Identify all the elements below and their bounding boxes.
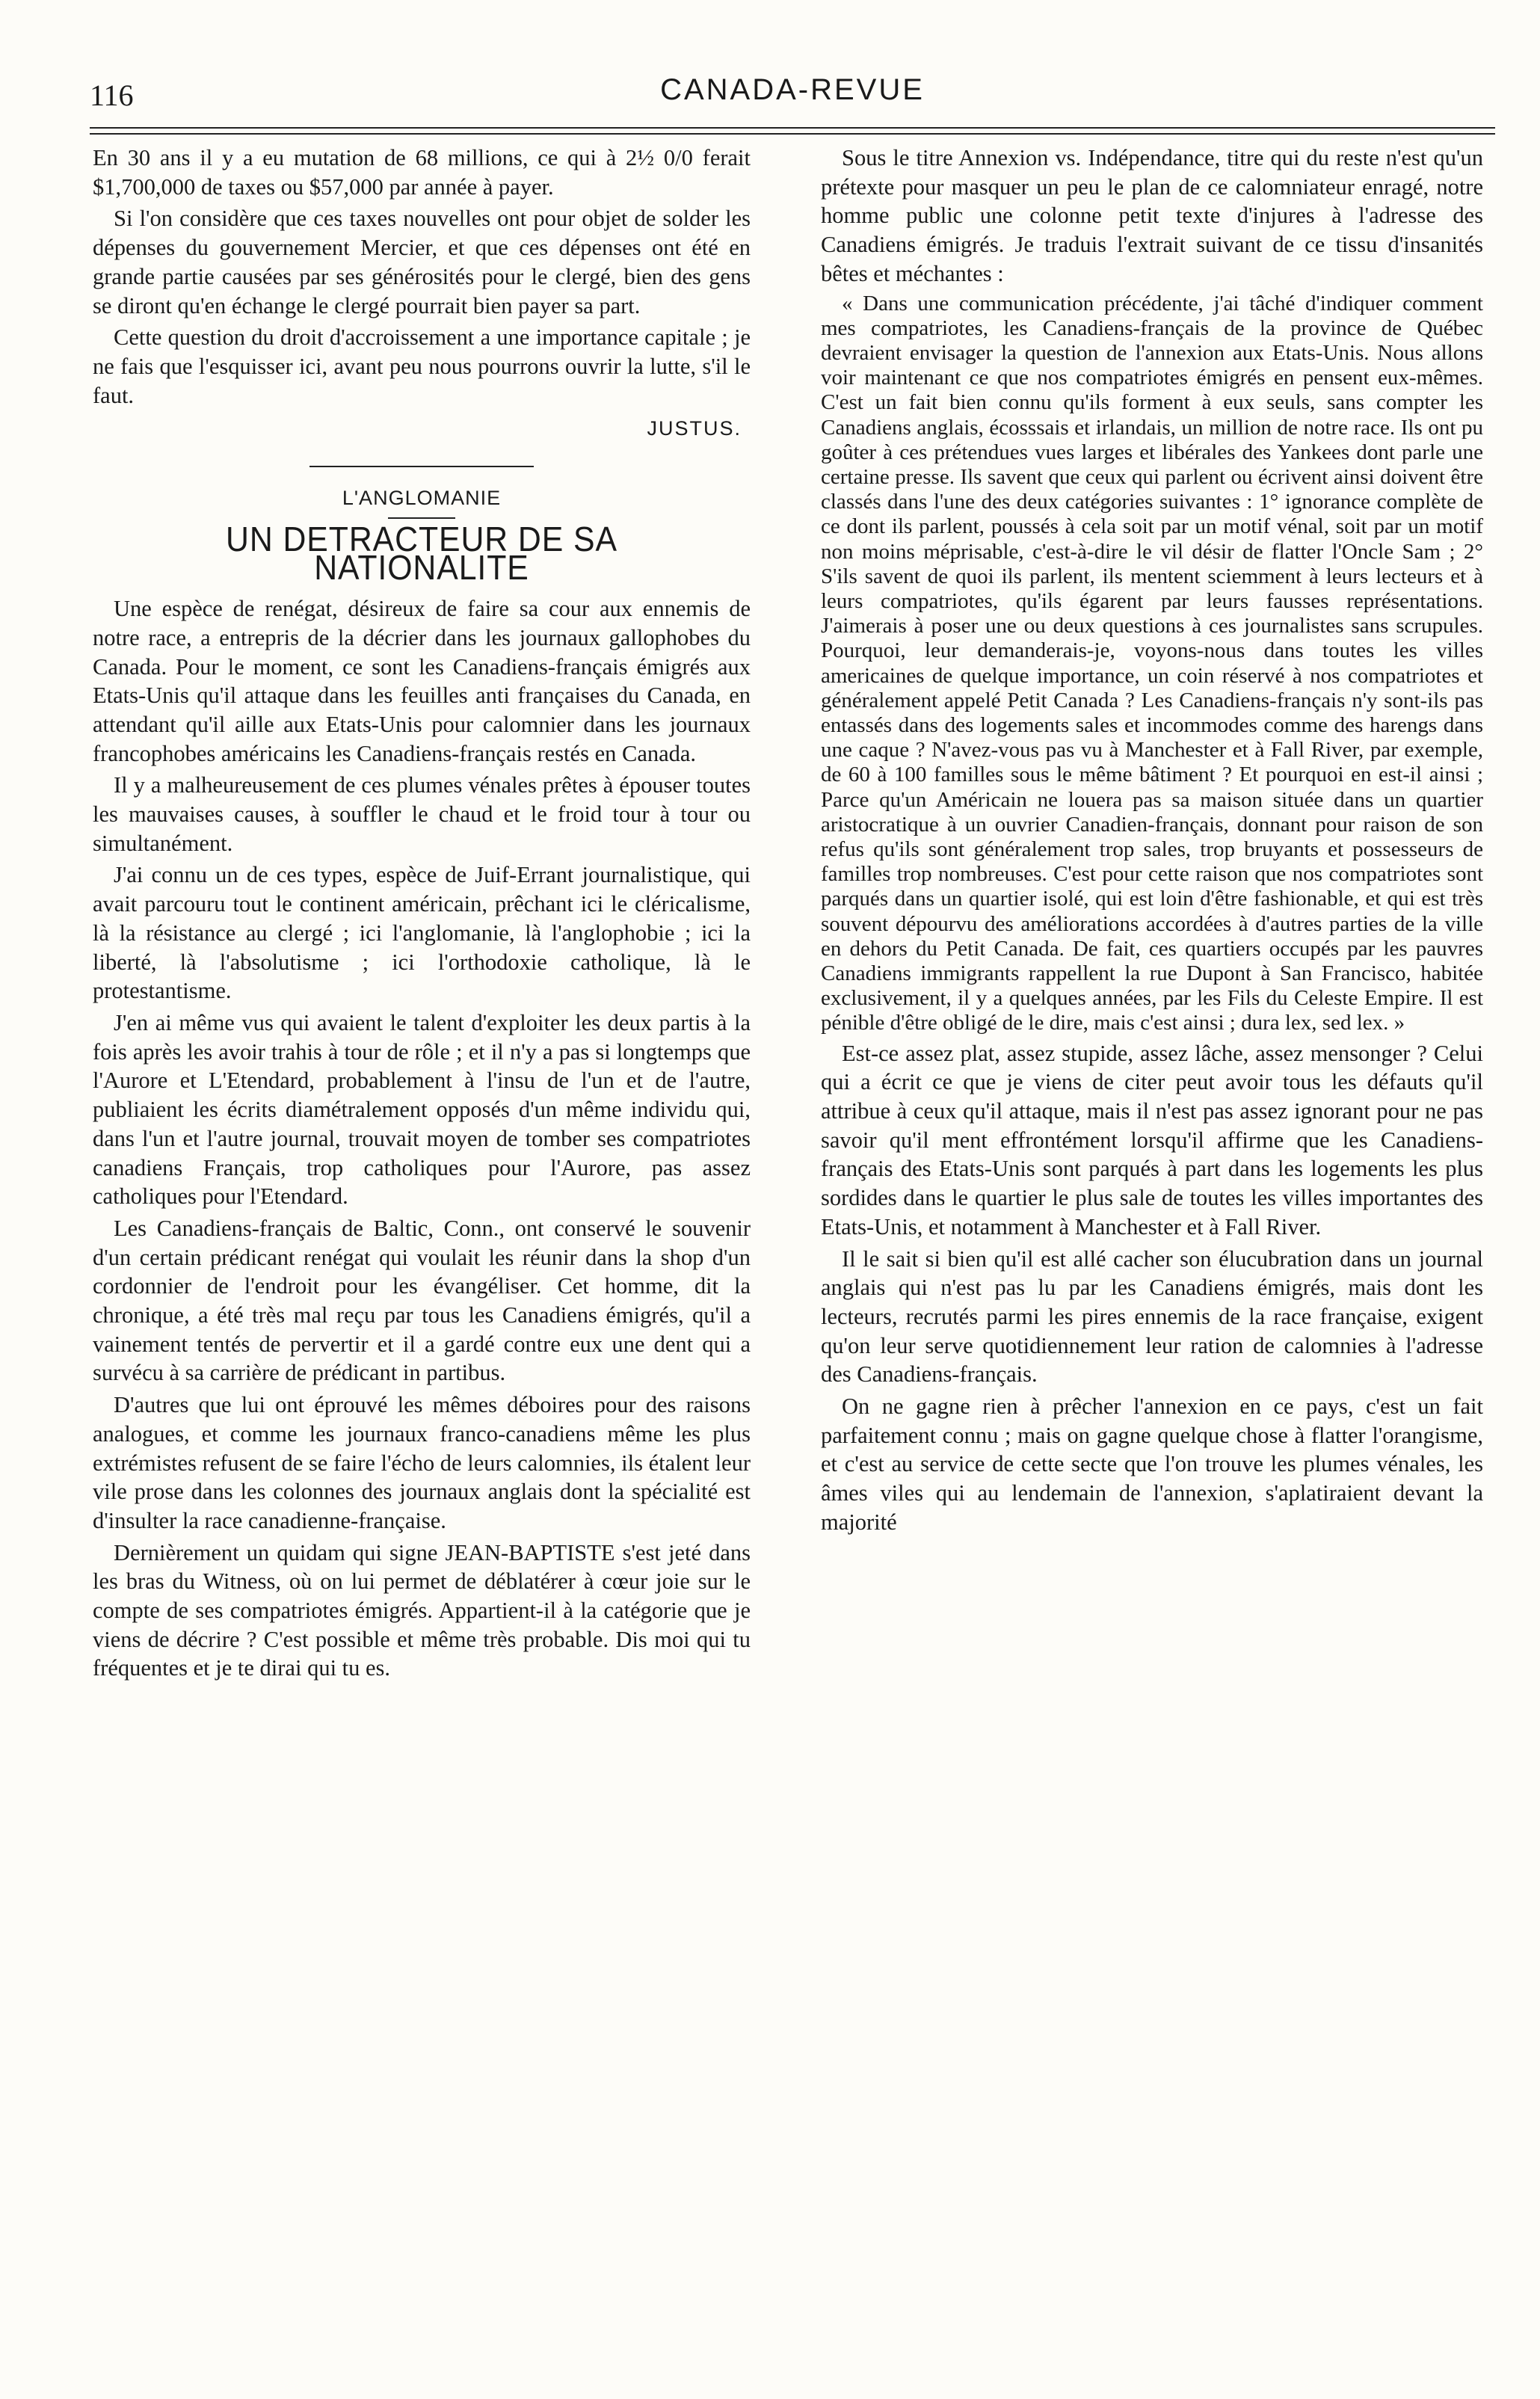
paragraph: D'autres que lui ont éprouvé les mêmes déboires pour des raisons analogues, et comme les journaux franco-canadiens même les plus extrémistes refusent de se faire l'écho de leurs calomnies, ils étalent leur vile prose dans les colonnes des journaux anglais dont la spécialité est d'insulter la race canadienne-française. [93, 1392, 751, 1533]
paragraph: Cette question du droit d'accroissement a une importance capitale ; je ne fais que l'esquisser ici, avant peu nous pourrons ouvrir la lutte, s'il le faut. [93, 324, 751, 408]
paragraph: Les Canadiens-français de Baltic, Conn., ont conservé le souvenir d'un certain prédicant renégat qui voulait les réunir dans la shop d'un cordonnier de l'endroit pour les évangéliser. Cet homme, dit la chronique, a été très mal reçu par tous les Canadiens émigrés, qu'il a vainement tentés de pervertir et il a gardé contre eux une dent qui a survécu à sa carrière de prédicant in partibus. [93, 1215, 751, 1386]
paragraph: Est-ce assez plat, assez stupide, assez lâche, assez mensonger ? Celui qui a écrit ce que je viens de citer peut avoir tous les défauts qu'il attribue à ceux qu'il attaque, mais il n'est pas assez ignorant pour ne pas savoir qu'il ment effrontément lorsqu'il affirme que les Canadiens-français des Etats-Unis sont parqués à part dans les logements les plus sordides dans le quartier le plus sale de toutes les villes importantes des Etats-Unis, et notamment à Manchester et à Fall River. [821, 1040, 1483, 1239]
section-divider [309, 466, 534, 467]
article-headline: UN DETRACTEUR DE SA NATIONALITE [226, 519, 617, 588]
paragraph: J'ai connu un de ces types, espèce de Juif-Errant journalistique, qui avait parcouru tout le continent américain, prêchant ici le cléricalisme, là la résistance au clergé ; ici l'anglomanie, là l'anglophobie ; ici la liberté, là l'absolutisme ; ici l'orthodoxie catholique, là le protestantisme. [93, 862, 751, 1004]
paragraph: J'en ai même vus qui avaient le talent d'exploiter les deux partis à la fois après les avoir trahis à tour de rôle ; et il n'y a pas si longtemps que l'Aurore et L'Etendard, probablement à l'insu de l'un et de l'autre, publiaient les écrits diamétralement opposés d'un même individu qui, dans l'un et l'autre journal, trouvait moyen de tomber ses compatriotes canadiens Français, trop catholiques pour l'Aurore, pas assez catholiques pour l'Etendard. [93, 1009, 751, 1210]
paragraph: Il y a malheureusement de ces plumes vénales prêtes à épouser toutes les mauvaises causes, à souffler le chaud et le froid tour à tour ou simultanément. [93, 772, 751, 856]
section-label: L'ANGLOMANIE [342, 487, 502, 510]
paragraph: Sous le titre Annexion vs. Indépendance, titre qui du reste n'est qu'un prétexte pour masquer un peu le plan de ce calomniateur enragé, notre homme public une colonne petit texte d'injures à l'adresse des Canadiens émigrés. Je traduis l'extrait suivant de ce tissu d'insanités bêtes et méchantes : [821, 145, 1483, 286]
quoted-extract: « Dans une communication précédente, j'ai tâché d'indiquer comment mes compatriotes, les Canadiens-français de la province de Québec devraient envisager la question de l'annexion aux Etats-Unis. Nous allons voir maintenant ce que nos compatriotes émigrés en pensent eux-mêmes. C'est un fait bien connu qu'ils forment à eux seuls, sans compter les Canadiens anglais, écosssais et irlandais, un million de notre race. Ils ont pu goûter à ces prétendues vues larges et libérales des Yankees dont parle une certaine presse. Ils savent que ceux qui parlent ou écrivent ainsi doivent être classés dans l'une des deux catégories suivantes : 1° ignorance complète de ce dont ils parlent, poussés à cela soit par un motif vénal, soit par un motif non moins méprisable, c'est-à-dire le vil désir de flatter l'Oncle Sam ; 2° S'ils savent de quoi ils parlent, ils mentent sciemment à leurs lecteurs et à leurs compatriotes, qu'ils égarent par leurs fausses représentations. J'aimerais à poser une ou deux questions à ces journalistes sans scrupules. Pourquoi, leur demanderais-je, voyons-nous dans toutes les villes americaines de quelque importance, un coin réservé à nos compatriotes et généralement appelé Petit Canada ? Les Canadiens-français n'y sont-ils pas entassés dans des logements sales et incommodes comme des harengs dans une caque ? N'avez-vous pas vu à Manchester et à Fall River, par exemple, de 60 à 100 familles sous le même bâtiment ? Et pourquoi en est-il ainsi ; Parce qu'un Américain ne louera pas sa maison située dans un quartier aristocratique à un ouvrier Canadien-français, donnant pour raison de son refus qu'ils sont généralement trop sales, trop bruyants et possesseurs de familles trop nombreuses. C'est pour cette raison que nos compatriotes sont parqués dans un quartier isolé, qui est loin d'être fashionable, et qui est très souvent dépourvu des améliorations accordées à d'autres parties de la ville en dehors du Petit Canada. De fait, ces quartiers occupés par les pauvres Canadiens immigrants rappellent la rue Dupont à San Francisco, habitée exclusivement, il y a quelques années, par les Fils du Celeste Empire. Il est pénible d'être obligé de le dire, mais c'est ainsi ; dura lex, sed lex. » [821, 291, 1483, 1035]
paragraph: Une espèce de renégat, désireux de faire sa cour aux ennemis de notre race, a entrepris de la décrier dans les journaux gallophobes du Canada. Pour le moment, ce sont les Canadiens-français émigrés aux Etats-Unis qu'il attaque dans les feuilles anti françaises du Canada, en attendant qu'il aille aux Etats-Unis pour calomnier dans les journaux francophobes américains les Canadiens-français restés en Canada. [93, 596, 751, 766]
paragraph: En 30 ans il y a eu mutation de 68 millions, ce qui à 2½ 0/0 ferait $1,700,000 de taxes ou $57,000 par année à payer. [93, 145, 751, 200]
header-rule [90, 127, 1495, 135]
paragraph: On ne gagne rien à prêcher l'annexion en ce pays, c'est un fait parfaitement connu ; mais on gagne quelque chose à flatter l'orangisme, et c'est au service de cette secte que l'on trouve les plumes vénales, les âmes viles qui au lendemain de l'annexion, s'aplatiraient devant la majorité [821, 1393, 1483, 1535]
running-title: CANADA-REVUE [660, 73, 925, 106]
page-number: 116 [90, 78, 134, 112]
section-underline [388, 517, 455, 519]
left-column [93, 144, 751, 1686]
signature: JUSTUS. [647, 417, 742, 440]
page-header [90, 72, 1495, 117]
paragraph: Si l'on considère que ces taxes nouvelles ont pour objet de solder les dépenses du gouvernement Mercier, et que ces dépenses ont été en grande partie causées par ses générosités pour le clergé, bien des gens se diront qu'en échange le clergé pourrait bien payer sa part. [93, 206, 751, 318]
paragraph: Il le sait si bien qu'il est allé cacher son élucubration dans un journal anglais qui n'est pas lu par les Canadiens émigrés, mais dont les lecteurs, recrutés parmi les pires ennemis de la race française, exigent qu'on leur serve quotidiennement leur ration de calomnies à l'adresse des Canadiens-français. [821, 1245, 1483, 1388]
right-column [821, 144, 1483, 1540]
paragraph: Dernièrement un quidam qui signe JEAN-BAPTISTE s'est jeté dans les bras du Witness, où on lui permet de déblatérer à cœur joie sur le compte de ses compatriotes émigrés. Appartient-il à la catégorie que je viens de décrire ? C'est possible et même très probable. Dis moi qui tu fréquentes et je te dirai qui tu es. [93, 1539, 751, 1681]
